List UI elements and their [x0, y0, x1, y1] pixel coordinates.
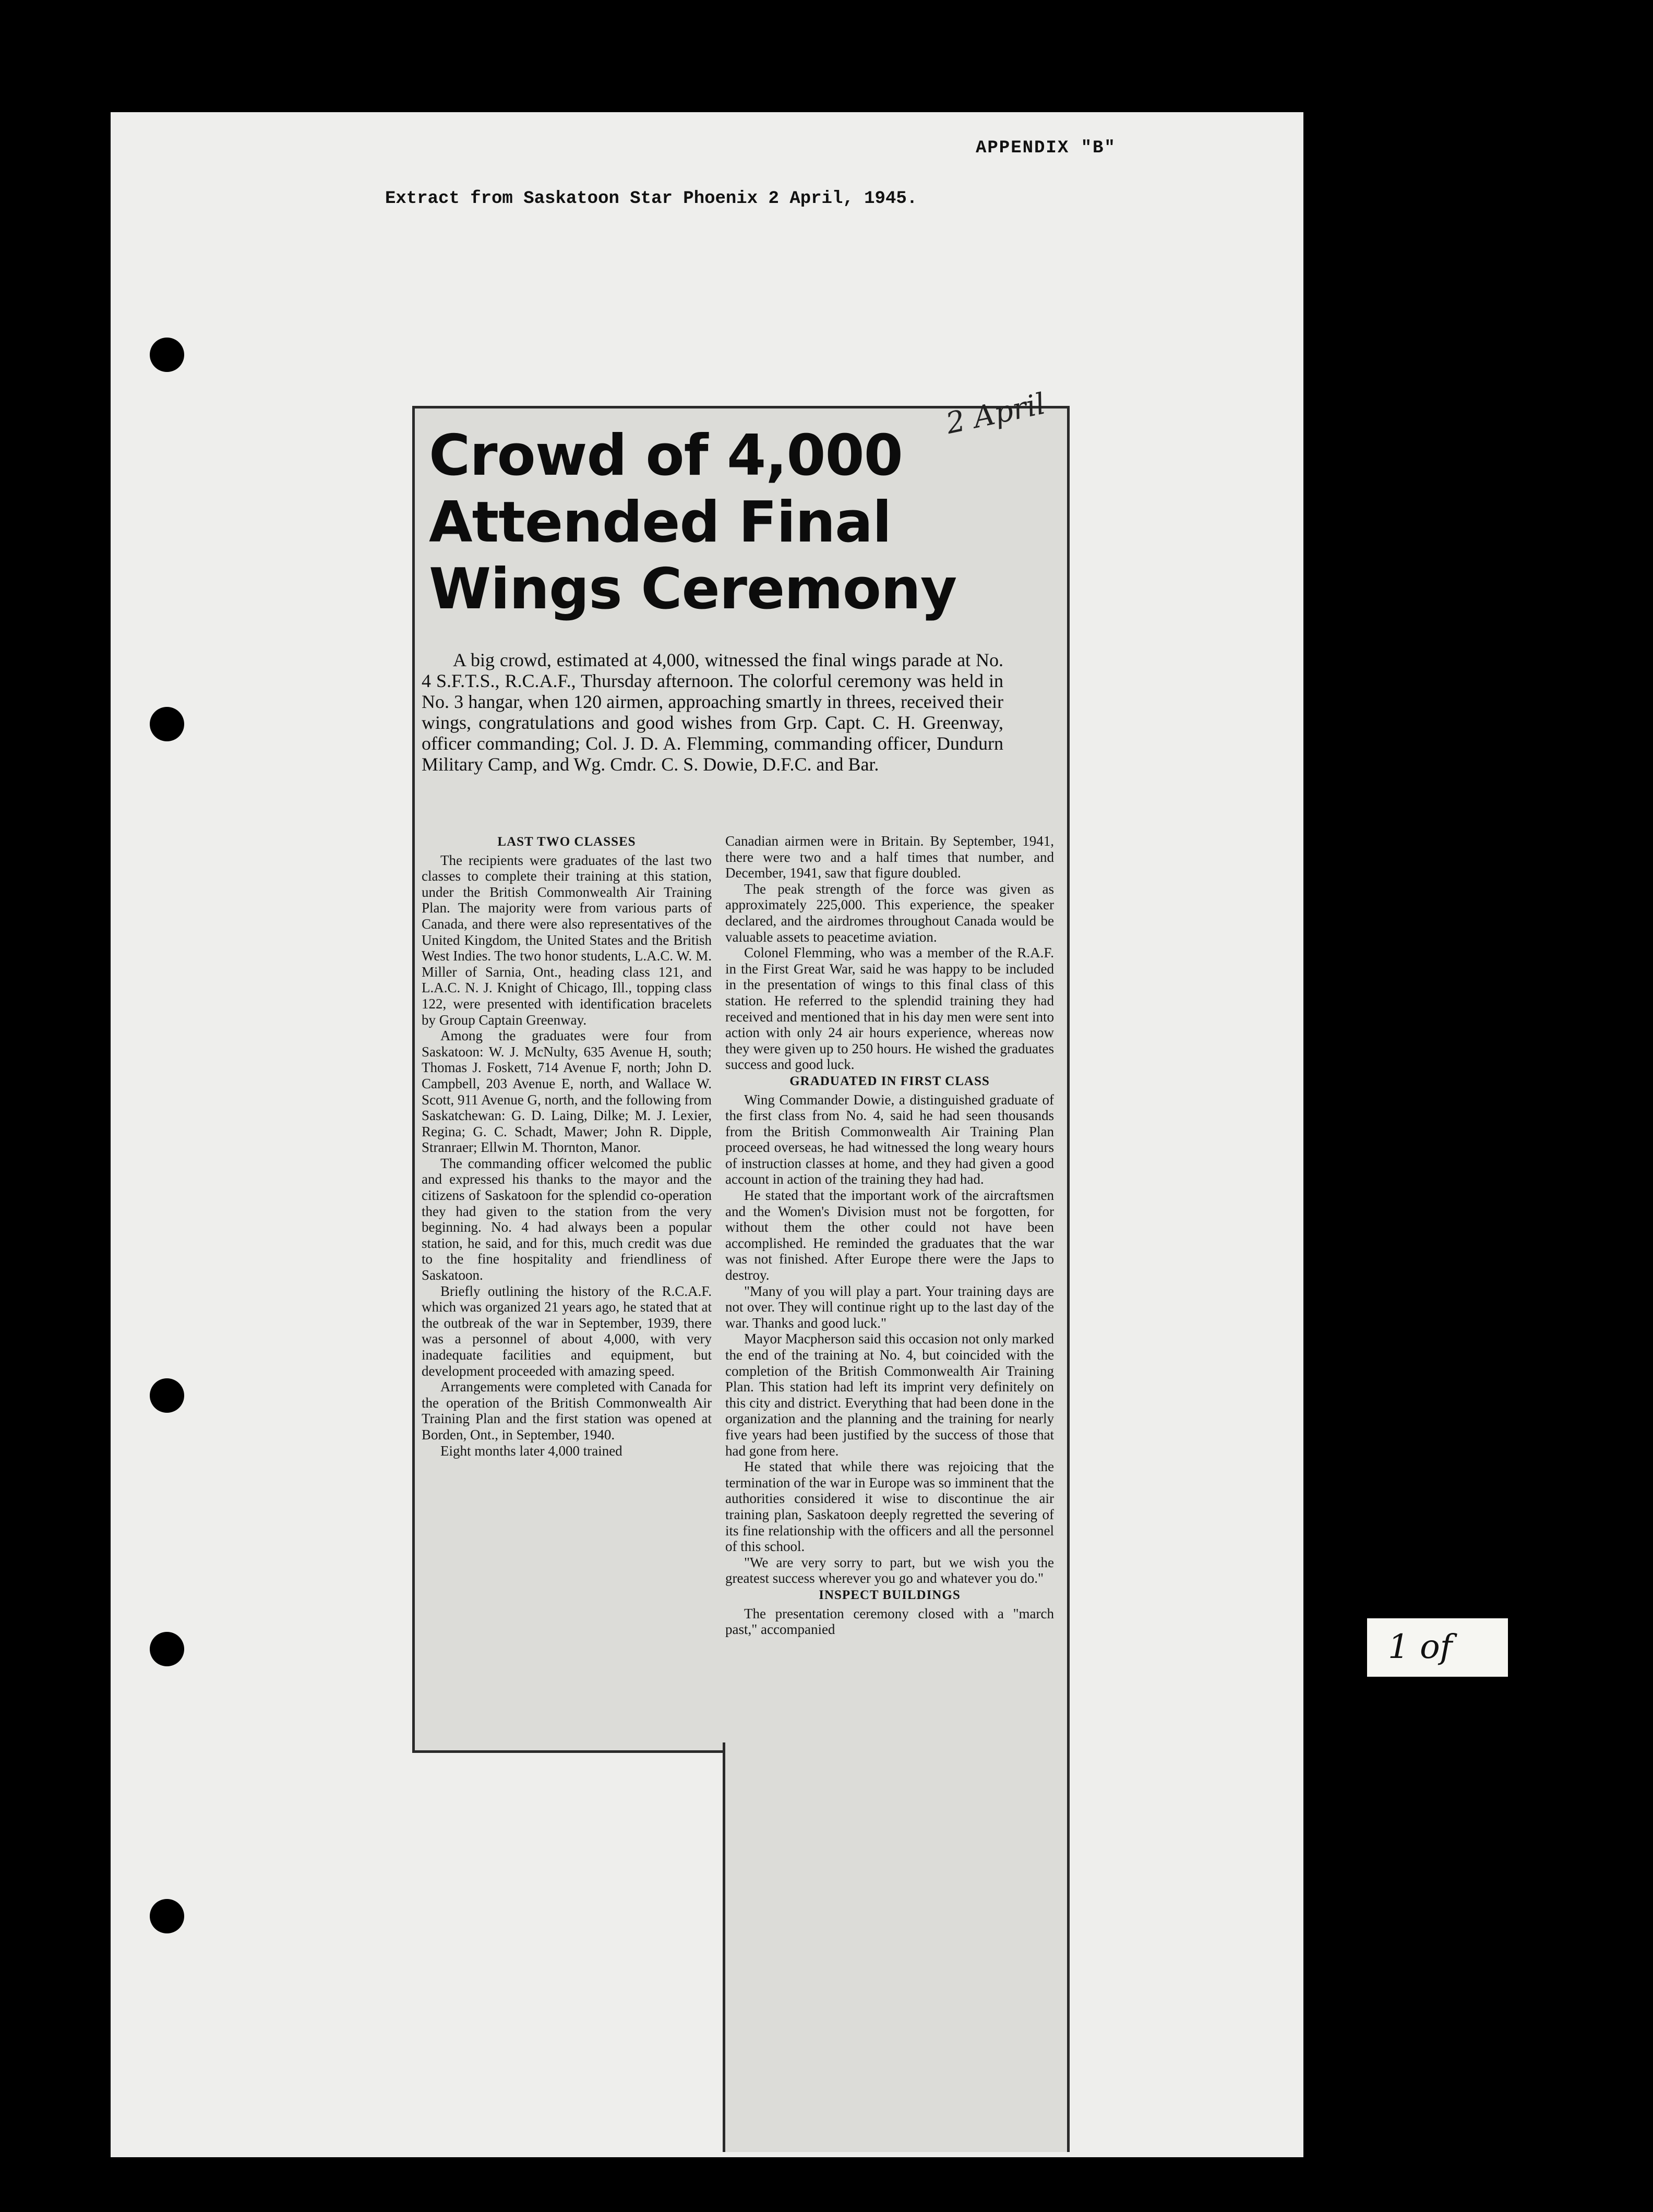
- headline-line: Crowd of 4,000: [429, 423, 903, 488]
- paragraph: Eight months later 4,000 trained: [440, 1442, 622, 1459]
- paragraph: The recipients were graduates of the last two classes to complete their training at this station, under the British Commonwealth Air Training Plan. The majority were from various parts of Canada, and there were also representatives of the United Kingdom, the United States and the British West Indies. The two honor students, L.A.C. W. M. Miller of Sarnia, Ont., heading class 121, and L.A.C. N. J. Knight of Chicago, Ill., topping class 122, were presented with identification bracelets by Group Captain Greenway.: [422, 852, 712, 1028]
- paragraph: "We are very sorry to part, but we wish you the greatest success wherever you go and whatever you do.": [725, 1554, 1054, 1586]
- headline: [429, 423, 1003, 623]
- article-column-left: [422, 833, 712, 1741]
- paragraph: He stated that while there was rejoicing that the termination of the war in Europe was so imminent that the authorities considered it wise to discontinue the air training plan, Saskatoon deeply regretted the severing of its fine relationship with the officers and all the personnel of this school.: [725, 1459, 1054, 1555]
- paragraph: Arrangements were completed with Canada for the operation of the British Commonwealth Air Training Plan and the first station was opened at Borden, Ont., in September, 1940.: [422, 1379, 712, 1442]
- paragraph: Wing Commander Dowie, a distinguished graduate of the first class from No. 4, said he had seen thousands from the British Commonwealth Air Training Plan proceed overseas, he had witnessed the long weary hours of instruction classes at home, and they had given a good account in action of the training they had had.: [725, 1091, 1054, 1187]
- binder-hole: [150, 1899, 184, 1933]
- headline-line: Attended Final: [429, 490, 892, 555]
- paragraph: Mayor Macpherson said this occasion not only marked the end of the training at No. 4, but coincided with the completion of the British Commonwealth Air Training Plan. This station had left its imprint very definitely on this city and district. Everything that had been done in the organization and the planning and the training for nearly five years had been justified by the success of those that had gone from here.: [725, 1331, 1054, 1459]
- paragraph: The commanding officer welcomed the public and expressed his thanks to the mayor and the citizens of Saskatoon for the splendid co-operation they had given to the station from the very beginning. No. 4 had always been a popular station, he said, and for this, much credit was due to the fine hospitality and friendliness of Saskatoon.: [422, 1155, 712, 1283]
- paragraph: Briefly outlining the history of the R.C.A.F. which was organized 21 years ago, he stated that at the outbreak of the war in September, 1939, there was a personnel of about 4,000, with very inadequate facilities and equipment, but development proceeded with amazing speed.: [422, 1283, 712, 1379]
- paragraph: The peak strength of the force was given as approximately 225,000. This experience, the speaker declared, and the airdromes throughout Canada would be valuable assets to peacetime aviation.: [725, 881, 1054, 945]
- binder-hole: [150, 1378, 184, 1413]
- handwritten-date: 2 April: [943, 387, 1049, 441]
- paragraph: Colonel Flemming, who was a member of the R.A.F. in the First Great War, said he was happy to be included in the presentation of wings to this final class of this station. He referred to the splendid training they had received and mentioned that in his day men were sent into action with only 24 air hours experience, whereas now they were given up to 250 hours. He wished the graduates success and good luck.: [725, 945, 1054, 1073]
- subheading: GRADUATED IN FIRST CLASS: [789, 1074, 990, 1088]
- paragraph: Canadian airmen were in Britain. By September, 1941, there were two and a half times that number, and December, 1941, saw that figure doubled.: [725, 833, 1054, 881]
- subheading: INSPECT BUILDINGS: [819, 1588, 961, 1602]
- paragraph: Among the graduates were four from Saskatoon: W. J. McNulty, 635 Avenue H, south; Thomas J. Foskett, 714 Avenue F, north; John D. Campbell, 203 Avenue E, north, and Wallace W. Scott, 911 Avenue G, north, and the following from Saskatchewan: G. D. Laing, Dilke; M. J. Lexier, Regina; G. C. Schadt, Mawer; John R. Dipple, Stranraer; Ellwin M. Thornton, Manor.: [422, 1028, 712, 1156]
- headline-line: Wings Ceremony: [429, 557, 957, 622]
- page-count-text: 1 of: [1388, 1628, 1453, 1666]
- lead-paragraph: A big crowd, estimated at 4,000, witnessed the final wings parade at No. 4 S.F.T.S., R.C.A.F., Thursday afternoon. The colorful ceremony was held in No. 3 hangar, when 120 airmen, approaching smartly in threes, received their wings, congratulations and good wishes from Grp. Capt. C. H. Greenway, officer commanding; Col. J. D. A. Flemming, commanding officer, Dundurn Military Camp, and Wg. Cmdr. C. S. Dowie, D.F.C. and Bar.: [422, 650, 1003, 775]
- paragraph: "Many of you will play a part. Your training days are not over. They will continue right up to the last day of the war. Thanks and good luck.": [725, 1283, 1054, 1331]
- appendix-label: APPENDIX "B": [976, 138, 1116, 158]
- subheading: LAST TWO CLASSES: [497, 835, 636, 849]
- binder-hole: [150, 707, 184, 741]
- paragraph: He stated that the important work of the aircraftsmen and the Women's Division must not be forgotten, for without them the other could not have been accomplished. He reminded the graduates that the war was not finished. After Europe there were the Japs to destroy.: [725, 1187, 1054, 1283]
- binder-hole: [150, 338, 184, 372]
- extract-source-line: Extract from Saskatoon Star Phoenix 2 April, 1945.: [385, 189, 918, 209]
- paragraph: The presentation ceremony closed with a "march past," accompanied: [725, 1605, 1054, 1638]
- article-column-right: [725, 833, 1054, 2143]
- binder-hole: [150, 1632, 184, 1666]
